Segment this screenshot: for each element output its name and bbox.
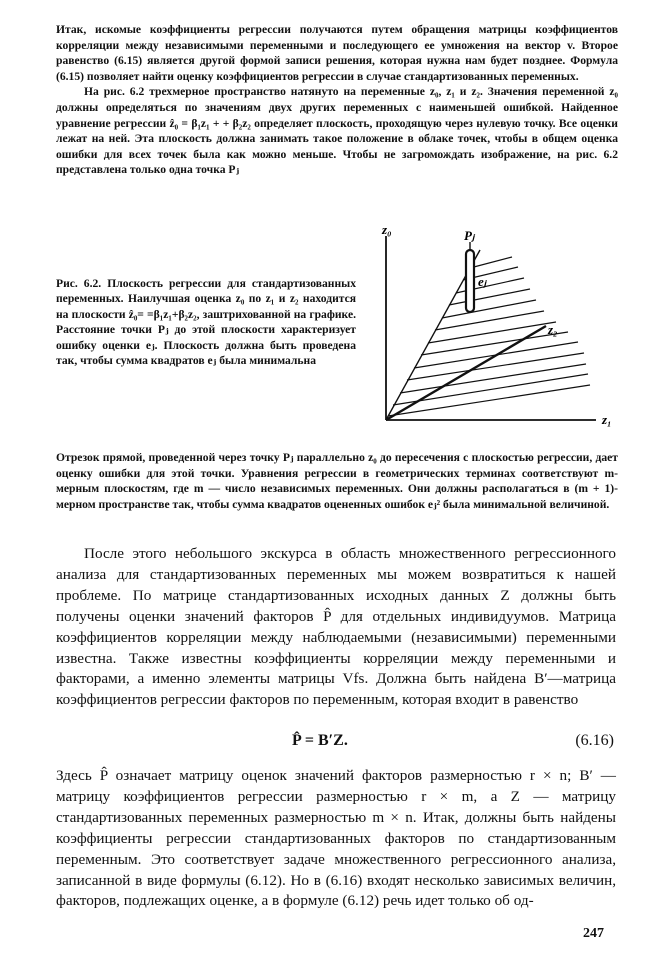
point-pj-error-bar	[466, 250, 474, 312]
mid-paragraph: Отрезок прямой, проведенной через точку Pⱼ параллельно z₀ до пересечения с плоскостью регрессии, дает оценку ошибки для этой точки. Уравнения регрессии в геометрических терминах соответствуют m-мерным плоскостям, где m — число независимых переменных. Они должны располагаться в (m + 1)-мерном пространстве так, чтобы сумма квадратов оцененных ошибок eⱼ² была минимальной величиной.	[56, 451, 618, 511]
top-paragraph-1: Итак, искомые коэффициенты регрессии получаются путем обращения матрицы коэффициентов корреляции между независимыми переменными и последующего ее умножения на вектор v. Второе равенство (6.15) является другой формой записи решения, которая нужна нам будет позднее. Формула (6.15) позволяет найти оценку коэффициентов регрессии в случае стандартизованных переменных.	[56, 23, 618, 83]
label-pj: Pⱼ	[464, 228, 475, 243]
label-z1: z₁	[602, 412, 612, 427]
label-z0: z₀	[382, 222, 392, 237]
label-ej: eⱼ	[478, 274, 487, 289]
equation-body: P̂ = B′Z.	[292, 732, 348, 749]
top-paragraph-2: На рис. 6.2 трехмерное пространство натянуто на переменные z₀, z₁ и z₂. Значения переменной z₀ должны определяться по значениям двух других переменных с наименьшей ошибкой. Найденное уравнение регрессии ẑ₀ = β₁z₁ + + β₂z₂ определяет плоскость, проходящую через нулевую точку. Все оценки лежат на ней. Эта плоскость должна занимать такое положение в облаке точек, чтобы в общем оценка ошибки для всех точек была как можно меньше. Чтобы не загромождать изображение, на рис. 6.2 представлена только одна точка Pⱼ	[56, 85, 618, 177]
page-number: 247	[583, 926, 604, 941]
label-z2: z₂	[548, 322, 558, 337]
main-paragraph-2: Здесь P̂ означает матрицу оценок значений факторов размерностью r × n; B′ — матрицу коэффициентов регрессии размерностью r × m, а Z — матрицу стандартизованных переменных размерностью m × n. Итак, должны быть найдены коэффициенты регрессии стандартизованных факторов по стандартизованным переменным. Это соответствует задаче множественного регрессионного анализа, записанной в виде формулы (6.12). Но в (6.16) входят несколько зависимых величин, факторов, подлежащих оценке, а в формуле (6.12) речь идет только об од-	[56, 767, 616, 910]
figure-svg	[368, 222, 620, 454]
main-text-block-1	[56, 544, 616, 711]
top-text-block	[56, 22, 618, 178]
main-paragraph-1: После этого небольшого экскурса в область множественного регрессионного анализа для стандартизованных переменных мы можем возвратиться к нашей проблеме. По матрице стандартизованных исходных данных Z должны быть получены оценки значений факторов P̂ для отдельных индивидуумов. Матрица коэффициентов корреляции между наблюдаемыми (независимыми) переменными известна. Также известны коэффициенты корреляции между переменными и факторами, а именно элементы матрицы Vfs. Должна быть найдена B′—матрица коэффициентов регрессии факторов по переменным, которая входит в равенство	[56, 545, 616, 709]
equation-6-16	[56, 732, 616, 756]
regression-plane-figure	[368, 222, 620, 454]
mid-text-block	[56, 450, 618, 512]
main-text-block-2	[56, 766, 616, 912]
figure-caption	[56, 276, 356, 368]
plane-hatching	[388, 257, 590, 416]
z2-axis	[386, 326, 546, 420]
equation-number: (6.16)	[575, 732, 614, 749]
figure-caption-text: Рис. 6.2. Плоскость регрессии для стандартизованных переменных. Наилучшая оценка z₀ по z₁ и z₂ находится на плоскости ẑ₀= =β₁z₁+β₂z₂, заштрихованной на графике. Расстояние точки Pⱼ до этой плоскости характеризует ошибку оценки eⱼ. Плоскость должна быть проведена так, чтобы сумма квадратов eⱼ была минимальна	[56, 277, 356, 368]
